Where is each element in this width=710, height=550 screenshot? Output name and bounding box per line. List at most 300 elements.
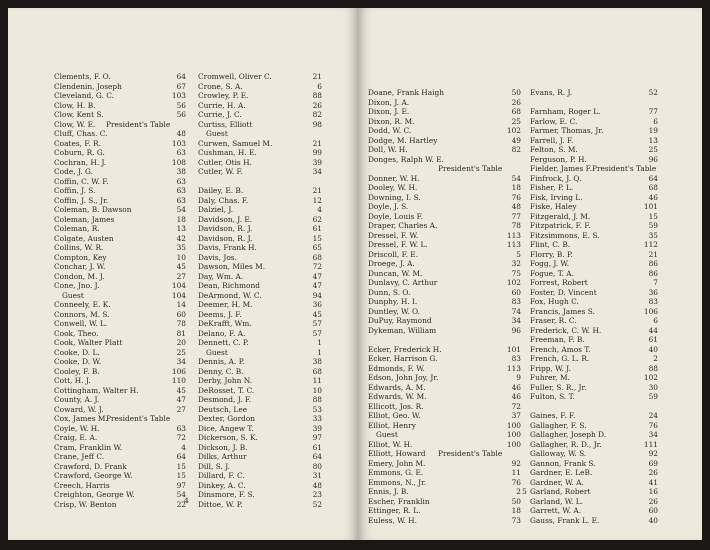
entry-page: 36: [648, 287, 658, 297]
index-entry: [198, 367, 322, 377]
entry-name: Cochran, H. J.: [54, 157, 107, 167]
entry-page: 62: [312, 214, 322, 224]
index-entry: [54, 224, 186, 234]
index-entry: [198, 101, 322, 111]
entry-page: 14: [176, 300, 186, 309]
entry-page: 15: [176, 471, 186, 480]
entry-page: 68: [511, 107, 521, 116]
index-entry: [198, 481, 322, 491]
entry-name: Coates, F. R.: [54, 138, 101, 148]
entry-page: 97: [312, 433, 322, 442]
index-entry: [198, 158, 322, 168]
index-entry: [54, 243, 186, 253]
page-number: 4: [184, 496, 189, 505]
entry-name: Clendenin, Joseph: [54, 81, 122, 91]
index-entry: [54, 462, 186, 472]
entry-name: Doyle, Louis F.: [368, 211, 423, 221]
entry-page: 13: [176, 224, 186, 233]
entry-name: Edson, John Joy, Jr.: [368, 373, 439, 382]
entry-page: 57: [312, 328, 322, 338]
index-entry: [530, 88, 658, 98]
entry-page: 41: [648, 477, 658, 487]
entry-page: 97: [176, 480, 186, 490]
entry-name: Fuller, S. R., Jr.: [530, 382, 587, 392]
entry-page: 96: [511, 325, 521, 335]
entry-page: 54: [176, 490, 186, 499]
entry-name: Dilks, Arthur: [198, 452, 247, 461]
entry-name: Dooley, W. H.: [368, 183, 418, 192]
entry-page: 63: [176, 423, 186, 433]
entry-name: Fitzsimmons, E. S.: [530, 230, 600, 240]
entry-page: 47: [312, 271, 322, 281]
entry-page: 13: [648, 135, 658, 145]
entry-name: Davis, Jos.: [198, 252, 237, 262]
index-entry: [368, 430, 521, 440]
entry-name: Crisp, W. Benton: [54, 499, 117, 509]
index-entry: [530, 240, 658, 250]
index-entry: [530, 383, 658, 393]
entry-name: Crowley, P. E.: [198, 91, 249, 100]
entry-page: 4: [317, 205, 322, 214]
index-entry: [54, 357, 186, 367]
entry-page: 52: [312, 499, 322, 509]
entry-name: DeArmond, W. C.: [198, 290, 262, 300]
entry-name: Cox, James M.: [54, 414, 108, 423]
entry-name: County, A. J.: [54, 395, 100, 404]
entry-name: Cone, Jno. J.: [54, 281, 100, 290]
index-entry: [54, 186, 186, 196]
entry-page: 47: [176, 395, 186, 404]
entry-page: 53: [312, 404, 322, 414]
entry-page: 69: [648, 458, 658, 468]
index-entry: [368, 174, 521, 184]
entry-name: Farmer, Thomas, Jr.: [530, 126, 604, 135]
index-entry: [54, 158, 186, 168]
entry-name: Cram, Franklin W.: [54, 442, 123, 452]
index-entry: [530, 221, 658, 231]
index-entry: [368, 364, 521, 374]
entry-name: Dinsmore, F. S.: [198, 490, 255, 499]
entry-name: Duntley, W. O.: [368, 306, 421, 316]
entry-name: Fisk, Irving L.: [530, 192, 583, 202]
entry-name: Escher, Franklin: [368, 496, 430, 506]
index-entry: [198, 291, 322, 301]
index-entry: [530, 269, 658, 279]
entry-name: Dressel, F. W. L.: [368, 240, 428, 249]
index-entry: [368, 297, 521, 307]
entry-name: Crawford, D. Frank: [54, 461, 127, 471]
index-entry: [530, 487, 658, 497]
entry-note: President's Table: [106, 414, 171, 423]
index-entry: [198, 490, 322, 500]
page-number: 5: [522, 487, 527, 496]
index-entry: [530, 259, 658, 269]
index-entry: [198, 405, 322, 415]
index-entry: [54, 348, 186, 358]
index-entry: [198, 395, 322, 405]
index-entry: [54, 167, 186, 177]
entry-name: Ennis, J. B.: [368, 487, 409, 496]
index-entry: [530, 231, 658, 241]
entry-name: Coburn, R. G.: [54, 148, 105, 157]
entry-name: Condon, M. J.: [54, 271, 105, 281]
entry-page: 106: [171, 366, 186, 376]
entry-page: 25: [176, 347, 186, 357]
index-entry: [54, 281, 186, 291]
index-entry: [54, 376, 186, 386]
entry-name: Cooke, D. W.: [54, 357, 102, 366]
entry-name: Day, Wm. A.: [198, 271, 244, 281]
entry-name: Dean, Richmond: [198, 281, 260, 290]
entry-page: 86: [648, 268, 658, 278]
index-entry: [198, 272, 322, 282]
entry-page: 83: [511, 297, 521, 306]
entry-page: 57: [312, 319, 322, 328]
entry-name: Dressel, F. W.: [368, 230, 419, 240]
entry-name: Dexter, Gordon: [198, 414, 256, 423]
entry-name: Dennis, A. P.: [198, 357, 245, 366]
index-entry: [530, 250, 658, 260]
entry-page: 80: [312, 461, 322, 471]
entry-page: 64: [648, 173, 658, 183]
entry-page: 54: [511, 173, 521, 183]
entry-name: Cushman, H. E.: [198, 148, 257, 157]
index-entry: [54, 319, 186, 329]
entry-page: 76: [511, 477, 521, 487]
entry-name: Driscoll, F. E.: [368, 249, 419, 259]
index-entry: [368, 402, 521, 412]
entry-name: Denny, C. B.: [198, 366, 244, 376]
index-entry: [368, 440, 521, 450]
entry-page: 63: [176, 186, 186, 195]
entry-name: Garland, Robert: [530, 487, 591, 496]
entry-page: 102: [506, 126, 521, 135]
entry-note: President's Table: [438, 164, 503, 173]
entry-page: 20: [176, 338, 186, 347]
entry-name: Gaines, F. F.: [530, 411, 576, 420]
entry-page: 102: [506, 278, 521, 287]
entry-page: 44: [648, 325, 658, 335]
entry-name: Delano, F. A.: [198, 328, 246, 338]
entry-name: Gannon, Frank S.: [530, 458, 596, 468]
entry-name: Dillard, F. C.: [198, 471, 245, 480]
index-entry: [368, 98, 521, 108]
index-entry: [368, 278, 521, 288]
entry-name: Edwards, W. M.: [368, 392, 427, 401]
entry-name: Fitzpatrick, F. F.: [530, 221, 591, 230]
entry-name: Guest: [62, 290, 84, 300]
index-entry: [54, 386, 186, 396]
entry-page: 65: [312, 243, 322, 252]
entry-page: 21: [312, 138, 322, 148]
entry-note: President's Table: [106, 119, 171, 129]
entry-page: 33: [312, 414, 322, 423]
entry-name: Dice, Angew T.: [198, 423, 254, 433]
entry-name: Garrett, W. A.: [530, 506, 582, 515]
entry-page: 21: [312, 72, 322, 81]
entry-name: Guest: [376, 430, 398, 439]
entry-name: Cooley, F. B.: [54, 366, 100, 376]
entry-page: 6: [653, 316, 658, 325]
index-entry: [198, 196, 322, 206]
index-entry: [54, 329, 186, 339]
entry-page: 63: [176, 148, 186, 157]
entry-page: 111: [643, 439, 658, 449]
entry-page: 46: [648, 192, 658, 202]
entry-page: 10: [176, 252, 186, 262]
entry-page: 10: [312, 385, 322, 395]
index-entry: [368, 345, 521, 355]
entry-name: Gallagher, R. D., Jr.: [530, 439, 602, 449]
entry-name: Cromwell, Oliver C.: [198, 72, 272, 81]
entry-name: Edwards, A. M.: [368, 382, 426, 392]
entry-name: Emery, John M.: [368, 458, 426, 468]
index-entry: [54, 253, 186, 263]
index-entry: [530, 468, 658, 478]
entry-page: 4: [181, 442, 186, 452]
entry-page: 2: [653, 354, 658, 363]
index-entry: [54, 405, 186, 415]
entry-name: Gardner, E. LeB.: [530, 468, 593, 477]
index-entry: [54, 500, 186, 510]
entry-name: Crone, S. A.: [198, 81, 243, 91]
index-entry: [368, 411, 521, 421]
index-entry: [368, 326, 521, 336]
index-entry: [368, 478, 521, 488]
index-entry: [368, 88, 521, 98]
entry-name: Galloway, W. S.: [530, 449, 587, 458]
entry-page: 78: [176, 319, 186, 328]
index-entry: [530, 345, 658, 355]
index-entry: [54, 262, 186, 272]
entry-page: 106: [643, 306, 658, 316]
entry-name: Clow, Kent S.: [54, 110, 104, 119]
index-entry: [198, 424, 322, 434]
index-entry: [198, 348, 322, 358]
left-column-1: [54, 72, 186, 509]
entry-name: Dailey, E. B.: [198, 186, 244, 195]
entry-page: 25: [648, 145, 658, 154]
entry-name: Coyle, W. H.: [54, 423, 100, 433]
entry-page: 72: [511, 401, 521, 411]
entry-name: Dixon, J. A.: [368, 97, 410, 107]
entry-page: 31: [312, 471, 322, 480]
entry-name: Dill, S. J.: [198, 461, 230, 471]
entry-page: 2: [516, 487, 521, 496]
entry-page: 34: [648, 430, 658, 439]
entry-page: 64: [312, 452, 322, 461]
index-entry: [530, 373, 658, 383]
entry-name: Colgate, Austen: [54, 233, 114, 243]
entry-page: 56: [176, 100, 186, 110]
entry-page: 63: [176, 195, 186, 205]
entry-name: Fripp, W. J.: [530, 363, 571, 373]
entry-name: Cook, Theo.: [54, 328, 99, 338]
entry-name: Deemer, H. M.: [198, 300, 253, 309]
entry-page: 45: [176, 262, 186, 271]
entry-page: 9: [516, 373, 521, 382]
entry-name: Deems, J. F.: [198, 309, 242, 319]
entry-name: Doyle, J. S.: [368, 202, 409, 211]
entry-page: 46: [511, 392, 521, 401]
entry-note: President's Table: [438, 449, 503, 458]
entry-page: 72: [312, 262, 322, 271]
entry-page: 77: [511, 211, 521, 221]
index-entry: [530, 307, 658, 317]
index-entry: [530, 459, 658, 469]
entry-name: Derby, John N.: [198, 376, 253, 385]
entry-page: 26: [312, 100, 322, 110]
index-entry: [368, 155, 521, 165]
entry-page: 27: [176, 271, 186, 281]
index-entry: [54, 148, 186, 158]
entry-page: 81: [176, 328, 186, 338]
entry-page: 37: [511, 411, 521, 420]
index-entry: [54, 205, 186, 215]
entry-page: 27: [176, 404, 186, 414]
entry-page: 112: [643, 240, 658, 249]
entry-name: Fiske, Haley: [530, 202, 577, 211]
entry-name: Cleveland, G. C.: [54, 91, 114, 100]
entry-page: 23: [312, 490, 322, 499]
entry-page: 39: [312, 423, 322, 433]
entry-page: 94: [312, 290, 322, 300]
entry-page: 61: [648, 335, 658, 344]
index-entry: [54, 139, 186, 149]
index-entry: [368, 259, 521, 269]
entry-name: DeKrafft, Wm.: [198, 319, 252, 328]
entry-page: 46: [511, 382, 521, 392]
entry-name: Davidson, R. J.: [198, 233, 253, 243]
entry-page: 34: [312, 167, 322, 176]
entry-name: Desmond, J. F.: [198, 395, 252, 404]
entry-name: Code, J. G.: [54, 167, 93, 176]
index-entry: [530, 478, 658, 488]
index-entry: [368, 392, 521, 402]
index-entry: [530, 411, 658, 421]
entry-page: 73: [511, 515, 521, 525]
entry-page: 68: [312, 252, 322, 262]
index-entry: [198, 167, 322, 177]
index-entry: [198, 376, 322, 386]
index-entry: [198, 82, 322, 92]
entry-name: Coleman, James: [54, 214, 115, 224]
right-page: [358, 8, 702, 540]
index-entry: [54, 82, 186, 92]
index-entry: [368, 183, 521, 193]
right-column-2: [530, 88, 658, 525]
entry-page: 76: [511, 192, 521, 202]
index-entry: [530, 440, 658, 450]
entry-name: Droege, J. A.: [368, 259, 415, 268]
entry-name: Cott, H. J.: [54, 376, 91, 385]
entry-name: Dodge, M. Hartley: [368, 135, 438, 145]
index-entry: [530, 98, 658, 108]
entry-page: 103: [171, 91, 186, 100]
entry-page: 45: [312, 309, 322, 319]
entry-name: Emmons, N., Jr.: [368, 477, 427, 487]
index-entry: [54, 310, 186, 320]
entry-page: 99: [312, 148, 322, 157]
entry-page: 83: [648, 297, 658, 306]
index-entry: [54, 291, 186, 301]
entry-name: Duncan, W. M.: [368, 268, 423, 278]
index-entry: [54, 452, 186, 462]
index-entry: [198, 177, 322, 187]
index-entry: [530, 164, 658, 174]
entry-name: Finfrock, J. Q.: [530, 173, 582, 183]
entry-page: 67: [176, 81, 186, 91]
entry-name: Conwell, W. L.: [54, 319, 108, 328]
entry-page: 22: [176, 499, 186, 509]
index-entry: [198, 253, 322, 263]
entry-name: Davidson, R. J.: [198, 224, 253, 233]
entry-name: Currie, J. C.: [198, 110, 242, 119]
index-entry: [198, 462, 322, 472]
entry-name: Gallagher, F. S.: [530, 420, 587, 430]
entry-page: 40: [648, 515, 658, 525]
index-entry: [198, 215, 322, 225]
entry-page: 104: [171, 290, 186, 300]
entry-name: Donges, Ralph W. E.: [368, 154, 444, 164]
entry-page: 36: [312, 300, 322, 309]
entry-page: 100: [506, 430, 521, 439]
index-entry: [530, 136, 658, 146]
index-entry: [198, 500, 322, 510]
index-entry: [198, 186, 322, 196]
entry-page: 12: [312, 195, 322, 205]
entry-page: 113: [506, 240, 521, 249]
index-entry: [530, 297, 658, 307]
entry-page: 50: [511, 496, 521, 506]
index-entry: [530, 107, 658, 117]
entry-name: Elliott, Howard: [368, 449, 426, 458]
entry-page: 68: [648, 183, 658, 192]
entry-name: Elliot, Geo. W.: [368, 411, 421, 420]
entry-name: Dunn, S. O.: [368, 287, 411, 297]
entry-name: Downing, I. S.: [368, 192, 421, 202]
index-entry: [198, 224, 322, 234]
entry-page: 86: [648, 259, 658, 268]
index-entry: [530, 402, 658, 412]
entry-name: Fulton, S. T.: [530, 392, 575, 401]
entry-name: Dawson, Miles M.: [198, 262, 266, 271]
index-entry: [368, 487, 521, 497]
entry-name: Dodd, W. C.: [368, 126, 412, 135]
entry-page: 24: [648, 411, 658, 420]
entry-name: Foster, D. Vincent: [530, 287, 597, 297]
entry-name: Florry, B. P.: [530, 249, 573, 259]
index-entry: [530, 335, 658, 345]
entry-name: Ellicott, Jos. R.: [368, 401, 424, 411]
entry-name: Crawford, George W.: [54, 471, 133, 480]
entry-name: Compton, Key: [54, 252, 107, 262]
entry-name: Coffin, J. S., Jr.: [54, 195, 109, 205]
index-entry: [530, 155, 658, 165]
entry-name: Collins, W. R.: [54, 243, 104, 252]
entry-name: Frederick, C. W. H.: [530, 325, 602, 335]
entry-page: 19: [648, 126, 658, 135]
index-entry: [198, 234, 322, 244]
entry-page: 26: [648, 496, 658, 506]
entry-page: 30: [648, 382, 658, 392]
entry-name: Dickson, J. B.: [198, 442, 248, 452]
index-entry: [368, 202, 521, 212]
index-entry: [198, 281, 322, 291]
entry-name: Clow, H. B.: [54, 100, 96, 110]
entry-name: French, G. L. R.: [530, 354, 590, 363]
entry-name: Cottingham, Walter H.: [54, 385, 139, 395]
